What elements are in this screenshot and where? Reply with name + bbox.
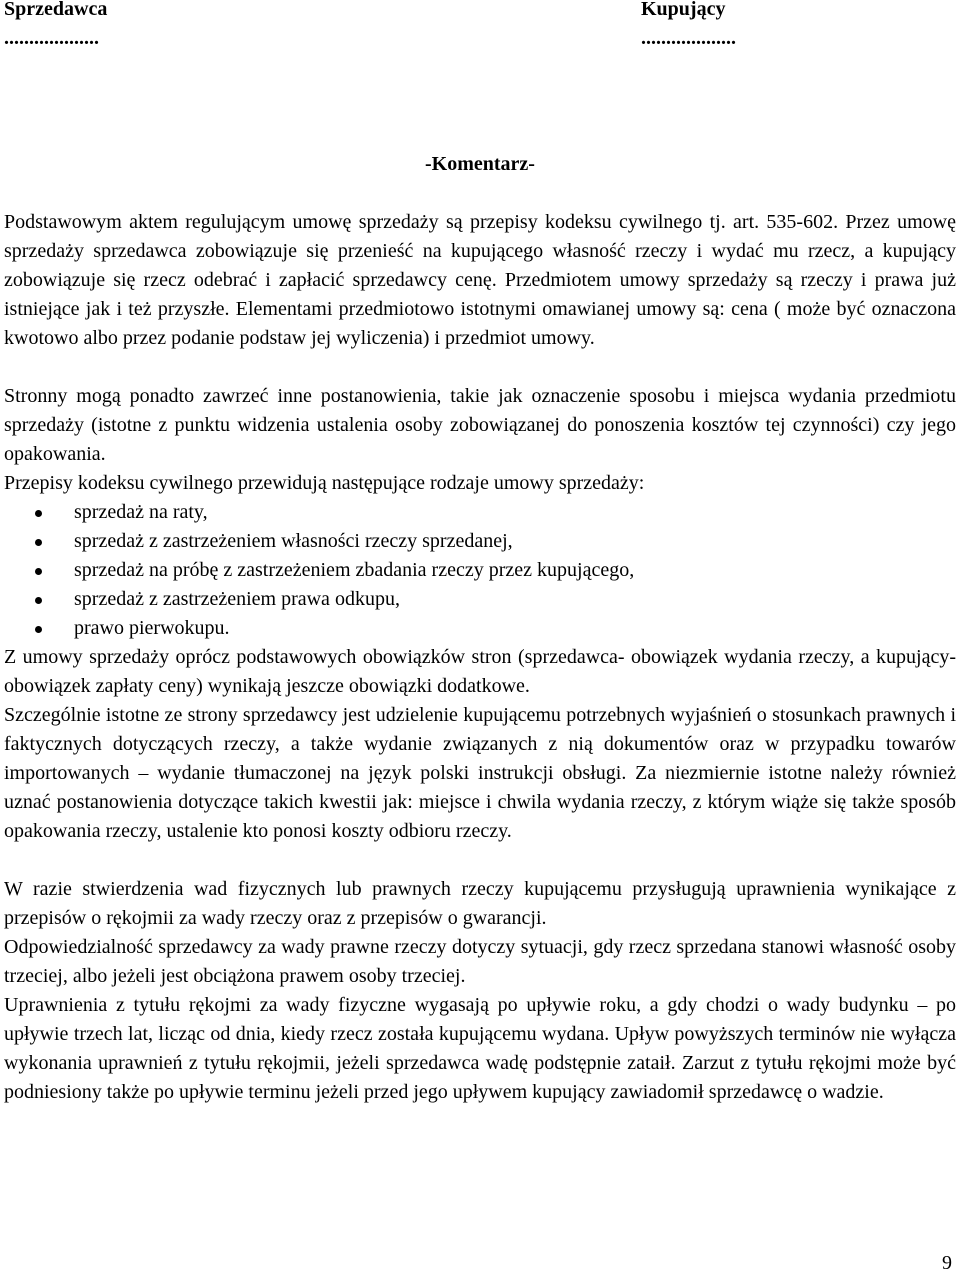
bullet-icon xyxy=(35,597,42,604)
list-item: sprzedaż z zastrzeżeniem prawa odkupu, xyxy=(4,585,956,614)
sale-types-list xyxy=(4,498,956,643)
document-page xyxy=(4,0,956,1107)
list-item: sprzedaż na raty, xyxy=(4,498,956,527)
bullet-icon xyxy=(35,539,42,546)
commentary-heading: -Komentarz- xyxy=(425,153,535,175)
bullet-icon xyxy=(35,626,42,633)
signature-row xyxy=(4,0,956,53)
page-number: 9 xyxy=(942,1252,952,1274)
bullet-icon xyxy=(35,510,42,517)
paragraph-legal-basis: Podstawowym aktem regulującym umowę sprzedaży są przepisy kodeksu cywilnego tj. art. 535-602. Przez umowę sprzedaży sprzedawca zobowiązuje się przenieść na kupującego własność rzeczy i wydać mu rzecz, a kupujący zobowiązuje się rzecz odebrać i zapłacić sprzedawcy cenę. Przedmiotem umowy sprzedaży są rzeczy i prawa już istniejące jak i też przyszłe. Elementami przedmiotowo istotnymi omawianej umowy są: cena ( może być oznaczona kwotowo albo przez podanie podstaw jej wyliczenia) i przedmiot umowy. xyxy=(4,211,956,349)
bullet-icon xyxy=(35,568,42,575)
seller-label: Sprzedawca xyxy=(4,0,108,20)
buyer-signature-line: ................... xyxy=(641,27,736,49)
paragraph-additional-duties: Z umowy sprzedaży oprócz podstawowych obowiązków stron (sprzedawca- obowiązek wydania rzeczy, a kupujący- obowiązek zapłaty ceny) wynikają jeszcze obowiązki dodatkowe. xyxy=(4,646,956,697)
list-item: sprzedaż na próbę z zastrzeżeniem zbadania rzeczy przez kupującego, xyxy=(4,556,956,585)
paragraph-sale-types-intro: Przepisy kodeksu cywilnego przewidują następujące rodzaje umowy sprzedaży: xyxy=(4,472,645,494)
buyer-label: Kupujący xyxy=(641,0,726,20)
seller-signature xyxy=(4,0,107,53)
list-item: sprzedaż z zastrzeżeniem własności rzeczy sprzedanej, xyxy=(4,527,956,556)
paragraph-seller-duties: Szczególnie istotne ze strony sprzedawcy jest udzielenie kupującemu potrzebnych wyjaśnień o stosunkach prawnych i faktycznych dotyczących rzeczy, a także wydanie związanych z nią dokumentów oraz w przypadku towarów importowanych – wydanie tłumaczonej na język polski instrukcji obsługi. Za niezmiernie istotne należy również uznać postanowienia dotyczące takich kwestii jak: miejsce i chwila wydania rzeczy, z którym wiąże się także sposób opakowania rzeczy, ustalenie kto ponosi koszty odbioru rzeczy. xyxy=(4,704,956,842)
list-item: prawo pierwokupu. xyxy=(4,614,956,643)
seller-signature-line: ................... xyxy=(4,27,99,49)
paragraph-additional-provisions: Stronny mogą ponadto zawrzeć inne postanowienia, takie jak oznaczenie sposobu i miejsca wydania przedmiotu sprzedaży (istotne z punktu widzenia ustalenia osoby zobowiązanej do ponoszenia kosztów tej czynności) czy jego opakowania. xyxy=(4,385,956,465)
paragraph-legal-defects: Odpowiedzialność sprzedawcy za wady prawne rzeczy dotyczy sytuacji, gdy rzecz sprzedana stanowi własność osoby trzeciej, albo jeżeli jest obciążona prawem osoby trzeciej. xyxy=(4,936,956,987)
paragraph-warranty-expiry: Uprawnienia z tytułu rękojmi za wady fizyczne wygasają po upływie roku, a gdy chodzi o wady budynku – po upływie trzech lat, licząc od dnia, kiedy rzecz została kupującemu wydana. Upływ powyższych terminów nie wyłącza wykonania uprawnień z tytułu rękojmii, jeżeli sprzedawca wadę podstępnie zataił. Zarzut z tytułu rękojmi może być podniesiony także po upływie terminu jeżeli przed jego upływem kupujący zawiadomił sprzedawcę o wadzie. xyxy=(4,994,956,1103)
buyer-signature xyxy=(641,0,736,53)
paragraph-warranty-rights: W razie stwierdzenia wad fizycznych lub prawnych rzeczy kupującemu przysługują uprawnienia wynikające z przepisów o rękojmii za wady rzeczy oraz z przepisów o gwarancji. xyxy=(4,878,956,929)
